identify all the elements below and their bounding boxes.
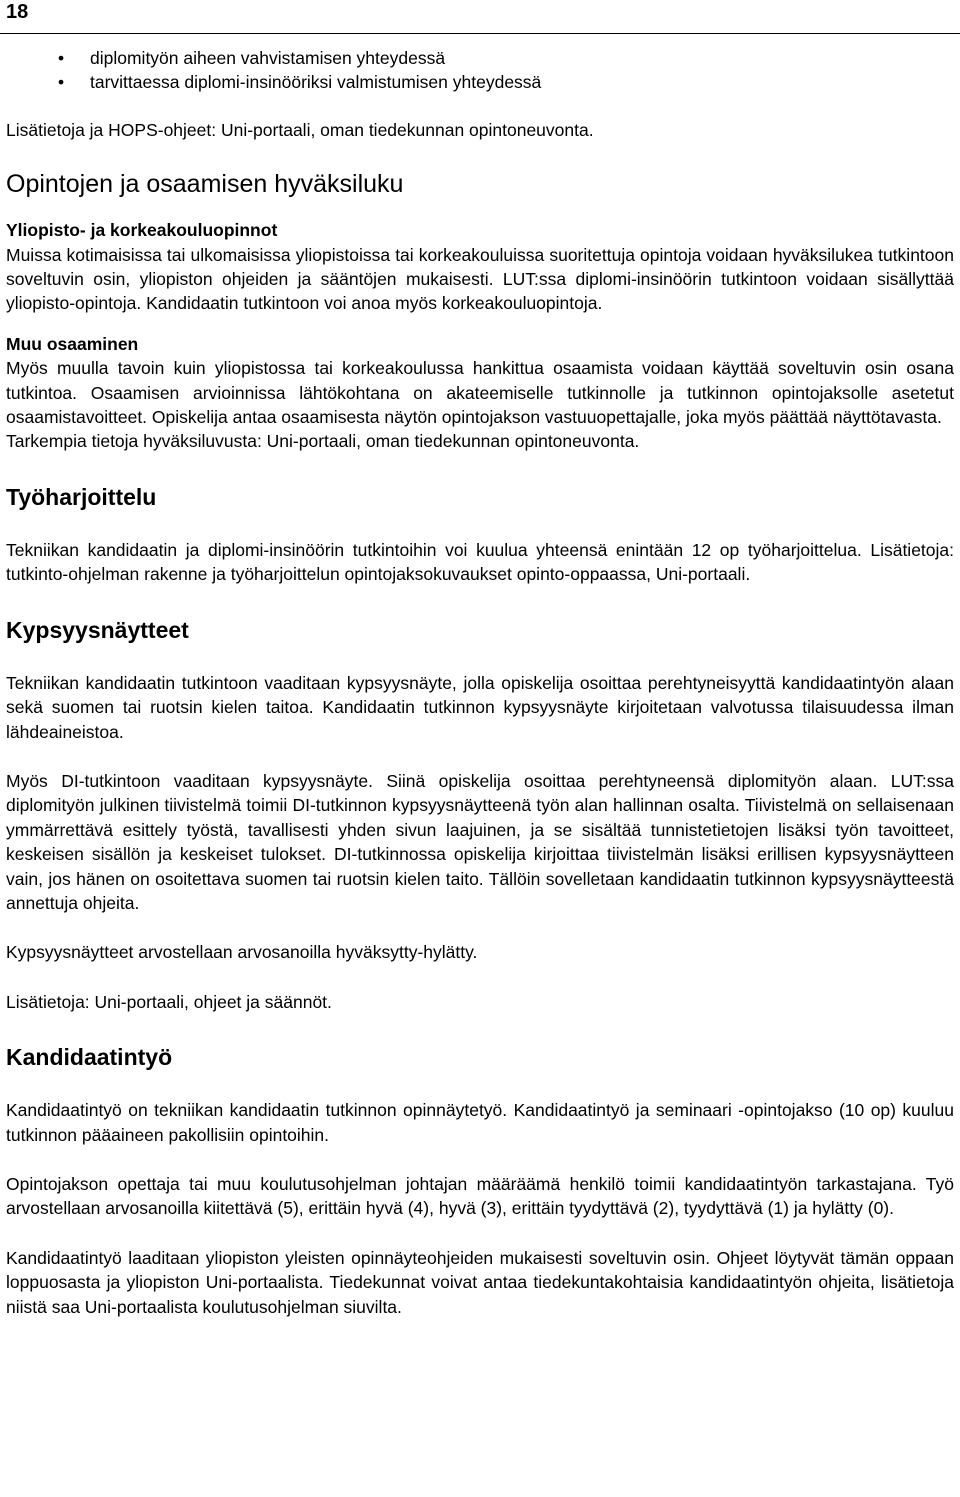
bullet-icon: • [58, 72, 65, 93]
paragraph-maturity-3: Kypsyysnäytteet arvostellaan arvosanoilla hyväksytty-hylätty. [6, 942, 478, 963]
paragraph-maturity-4: Lisätietoja: Uni-portaali, ohjeet ja säännöt. [6, 991, 332, 1012]
paragraph-thesis-1: Kandidaatintyö on tekniikan kandidaatin tutkinnon opinnäytetyö. Kandidaatintyö ja seminaari -opintojakso (10 op) kuuluu tutkinnon pääaineen pakollisiin opintoihin. [6, 1100, 954, 1145]
subheading-university-studies: Yliopisto- ja korkeakouluopinnot [6, 220, 278, 241]
paragraph-maturity-1: Tekniikan kandidaatin tutkintoon vaaditaan kypsyysnäyte, jolla opiskelija osoittaa perehtyneisyyttä kandidaatintyön alaan sekä suomen tai ruotsin kielen taitoa. Kandidaatin tutkinnon kypsyysnäyte kirjoitetaan valvotussa tilaisuudessa ilman lähdeaineistoa. [6, 672, 954, 742]
paragraph-thesis-2: Opintojakson opettaja tai muu koulutusohjelman johtajan määräämä henkilö toimii kandidaatintyön tarkastajana. Työ arvostellaan arvosanoilla kiitettävä (5), erittäin hyvä (4), hyvä (3), erittäin tyydyttävä (2), tyydyttävä (1) ja hylätty (0). [6, 1173, 954, 1219]
header-rule [0, 33, 960, 34]
subheading-other-competence: Muu osaaminen [6, 333, 139, 354]
heading-internship: Työharjoittelu [6, 483, 157, 510]
heading-accreditation: Opintojen ja osaamisen hyväksiluku [6, 170, 404, 199]
list-item-text: tarvittaessa diplomi-insinööriksi valmistumisen yhteydessä [90, 72, 542, 93]
info-line: Lisätietoja ja HOPS-ohjeet: Uni-portaali, oman tiedekunnan opintoneuvonta. [6, 119, 594, 140]
paragraph-thesis-3: Kandidaatintyö laaditaan yliopiston yleisten opinnäyteohjeiden mukaisesti soveltuvin osin. Ohjeet löytyvät tämän oppaan loppuosasta ja yliopiston Uni-portaalista. Tiedekunnat voivat antaa tiedekuntakohtaisia kandidaatintyön ohjeita, lisätietoja niistä saa Uni-portaalista koulutusohjelman siuvilta. [6, 1247, 954, 1317]
paragraph-accreditation-more-info: Tarkempia tietoja hyväksiluvusta: Uni-portaali, oman tiedekunnan opintoneuvonta. [6, 431, 640, 452]
document-body [6, 46, 954, 1319]
list-item [6, 70, 954, 94]
paragraph-maturity-2: Myös DI-tutkintoon vaaditaan kypsyysnäyte. Siinä opiskelija osoittaa perehtyneensä diplomityön alaan. LUT:ssa diplomityön julkinen tiivistelmä toimii DI-tutkinnon kypsyysnäytteenä työn alan hallinnan osalta. Tiivistelmä on sellaisenaan ymmärrettävä esittely työstä, tavallisesti yhden sivun laajuinen, ja se sisältää tunnistetietojen lisäksi työn tavoitteet, keskeisen sisällön ja keskeiset tulokset. DI-tutkinnossa opiskelija kirjoittaa tiivistelmän lisäksi erillisen kypsyysnäytteen vain, jos hänen on osoitettava suomen tai ruotsin kielen taito. Tällöin sovelletaan kandidaatin tutkinnon kypsyysnäytteestä annettuja ohjeita. [6, 770, 954, 913]
paragraph-university-studies: Muissa kotimaisissa tai ulkomaisissa yliopistoissa tai korkeakouluissa suoritettuja opintoja voidaan hyväksilukea tutkintoon soveltuvin osin, yliopiston ohjeiden ja sääntöjen mukaisesti. LUT:ssa diplomi-insinöörin tutkintoon voidaan sisällyttää yliopisto-opintoja. Kandidaatin tutkintoon voi anoa myös korkeakouluopintoja. [6, 244, 954, 314]
paragraph-other-competence: Myös muulla tavoin kuin yliopistossa tai korkeakoulussa hankittua osaamista voidaan käyttää soveltuvin osin osana tutkintoa. Osaamisen arvioinnissa lähtökohtana on akateemiselle tutkinnolle ja tutkinnon opintojaksolle asetetut osaamistavoitteet. Opiskelija antaa osaamisesta näytön opintojakson vastuuopettajalle, joka myös päättää näyttötavasta. [6, 358, 954, 428]
heading-maturity-tests: Kypsyysnäytteet [6, 616, 189, 643]
list-item-text: diplomityön aiheen vahvistamisen yhteydessä [90, 48, 446, 68]
bullet-icon: • [58, 48, 65, 68]
heading-bachelor-thesis: Kandidaatintyö [6, 1044, 173, 1071]
list-item [6, 46, 954, 70]
paragraph-internship: Tekniikan kandidaatin ja diplomi-insinöörin tutkintoihin voi kuulua yhteensä enintään 12 op työharjoittelua. Lisätietoja: tutkinto-ohjelman rakenne ja työharjoittelun opintojaksokuvaukset opinto-oppaassa, Uni-portaali. [6, 539, 954, 585]
page-number: 18 [6, 1, 29, 23]
bullet-list [6, 46, 954, 95]
